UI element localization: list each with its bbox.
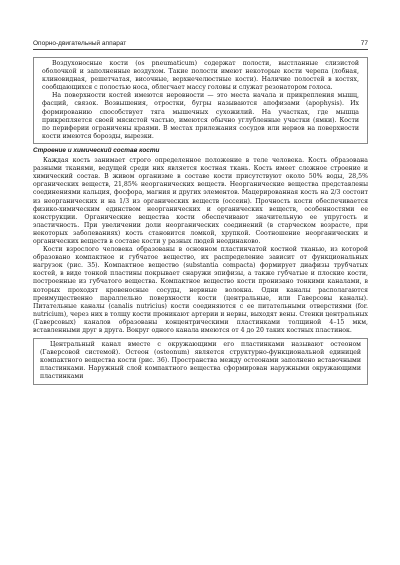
page-content (33, 57, 368, 385)
paragraph-pneumatic-bones: Воздухоносные кости (os pneumaticum) содержат полости, выстланные слизистой оболочкой и заполненные воздухом. Такие полости имеют некоторые кости черепа (лобная, клиновидная, решетчатая, височные, верхнечелюстные кости). Наличие полостей в костях, сообщающихся с полостью носа, облегчает массу головы и служат резонатором голоса. (42, 60, 359, 92)
paragraph-bone-surface: На поверхности костей имеются неровности — это места начала и прикрепления мышц, фасций, связок. Возвышения, отростки, бугры называются апофизами (apophysis). Их формированию способствует тяга мышечных сухожилий. На участках, где мышца прикрепляется своей мясистой частью, имеются обычно углубленные участки (ямки). Кости по периферии ограничены краями. В местах прилежания сосудов или нервов на поверхности кости имеются борозды, вырезки. (42, 92, 359, 140)
framed-block (33, 57, 368, 144)
paragraph-bone-structure: Кости взрослого человека образованы в основном пластинчатой костной тканью, из которой образовано компактное и губчатое вещество, их распределение зависит от функциональных нагрузок (рис. 35). Компактное вещество (substantia compacta) формирует диафизы трубчатых костей, в виде тонкой пластины покрывает снаружи эпифизы, а также губчатые и плоские кости, построенные из губчатого вещества. Компактное вещество кости пронизано тонкими каналами, в которых проходят кровеносные сосуды, нервные волокна. Одни каналы располагаются преимущественно параллельно поверхности кости (центральные, или Гаверсовы каналы). Питательные каналы (canalis nutricius) кости соединяются с ее питательными отверстиями (for. nutricium), через них в толщу кости проникают артерии и нервы, выходят вены. Стенки центральных (Гаверсовых) каналов образованы концентрическими пластинками толщиной 4–15 мкм, вставленными друг в друга. Вокруг одного канала имеются от 4 до 20 таких костных пластинок. (33, 246, 368, 334)
paragraph-bone-composition: Каждая кость занимает строго определенное положение в теле человека. Кость образована разными тканями, ведущей среди них является костная ткань. Кость имеет сложное строение и химический состав. В живом организме в составе кости присутствуют около 50% воды, 28,5% органических веществ, 21,85% неорганических веществ. Неорганические вещества представлены соединениями кальция, фосфора, магния и других элементов. Мацерированная кость на 2/3 состоит из неорганических и на 1/3 из органических веществ (оссеин). Прочность кости обеспечивается физико-химическим единством неорганических и органических веществ, особенностями ее конструкции. Органические вещества кости обеспечивают значительную ее упругость и эластичность. При увеличении доли неорганических соединений (в старческом возрасте, при некоторых заболеваниях) кость становится ломкой, хрупкой. Соотношение неорганических и органических веществ в составе кости у разных людей неодинаково. (33, 157, 368, 245)
page-number: 77 (360, 40, 368, 47)
running-header (33, 40, 368, 50)
running-header-title: Опорно-двигательный аппарат (33, 40, 127, 47)
boxed-block (33, 338, 368, 384)
section-heading: Строение и химический состав кости (33, 146, 160, 154)
paragraph-osteon: Центральный канал вместе с окружающими его пластинками называют остеоном (Гаверсовой системой). Остеон (osteonum) является структурно-функциональной единицей компактного вещества кости (рис. 36). Пространства между остеонами заполнено вставочными пластинками. Наружный слой компактного вещества сформирован наружными окружающими пластинками (40, 341, 361, 381)
